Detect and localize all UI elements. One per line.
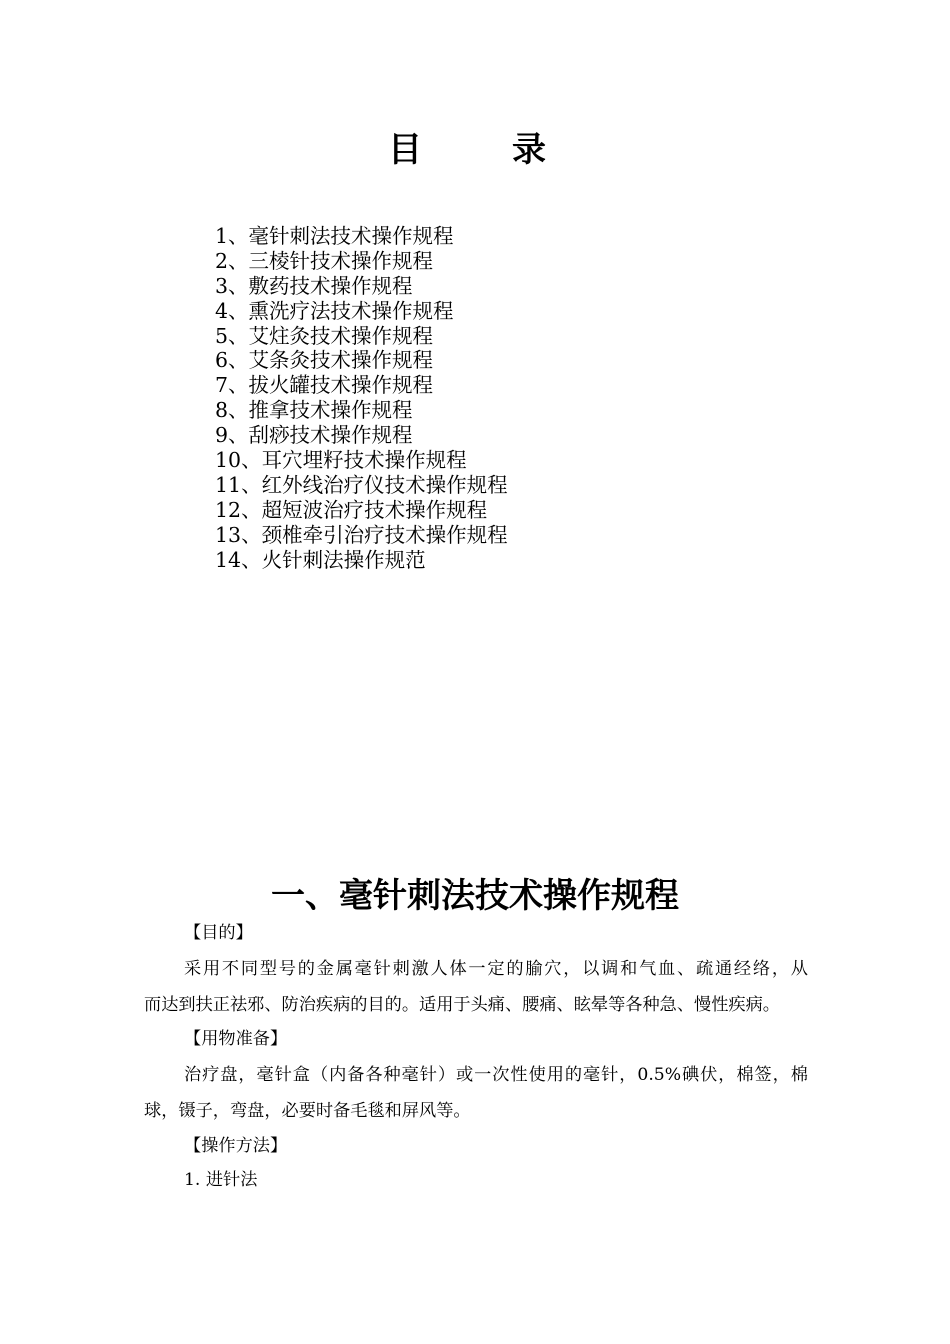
toc-item: 8、推拿技术操作规程	[215, 398, 413, 423]
toc-item: 7、拔火罐技术操作规程	[215, 373, 434, 398]
toc-item: 11、红外线治疗仪技术操作规程	[215, 472, 508, 497]
toc-item: 5、艾炷灸技术操作规程	[215, 323, 434, 348]
toc-item: 6、艾条灸技术操作规程	[215, 348, 434, 373]
method-step-1: 1. 进针法	[184, 1170, 258, 1190]
materials-text-1: 治疗盘，毫针盒（内备各种毫针）或一次性使用的毫针，0.5%碘伏，棉签，棉	[184, 1065, 808, 1085]
toc-item: 3、敷药技术操作规程	[215, 273, 413, 298]
materials-text-2: 球，镊子，弯盘，必要时备毛毯和屏风等。	[144, 1101, 471, 1121]
toc-item: 14、火针刺法操作规范	[215, 547, 426, 572]
purpose-text-1: 采用不同型号的金属毫针刺激人体一定的腧穴，以调和气血、疏通经络，从	[184, 959, 808, 979]
toc-list	[215, 224, 508, 572]
toc-title-char-1: 目	[388, 130, 422, 170]
materials-paragraph-line	[184, 1062, 808, 1088]
toc-item: 12、超短波治疗技术操作规程	[215, 497, 488, 522]
toc-item: 9、刮痧技术操作规程	[215, 423, 413, 448]
materials-heading: 【用物准备】	[184, 1029, 288, 1049]
toc-item: 2、三棱针技术操作规程	[215, 248, 434, 273]
toc-title	[388, 126, 546, 174]
toc-item: 1、毫针刺法技术操作规程	[215, 224, 454, 248]
purpose-paragraph-line	[184, 956, 808, 982]
purpose-heading: 【目的】	[184, 923, 253, 943]
toc-title-char-2: 录	[512, 130, 546, 170]
method-heading: 【操作方法】	[184, 1136, 288, 1156]
toc-item: 13、颈椎牵引治疗技术操作规程	[215, 522, 508, 547]
purpose-text-2: 而达到扶正祛邪、防治疾病的目的。适用于头痛、腰痛、眩晕等各种急、慢性疾病。	[144, 995, 780, 1015]
section-title: 一、毫针刺法技术操作规程	[271, 876, 679, 916]
toc-item: 4、熏洗疗法技术操作规程	[215, 298, 454, 323]
toc-item: 10、耳穴埋籽技术操作规程	[215, 448, 467, 473]
